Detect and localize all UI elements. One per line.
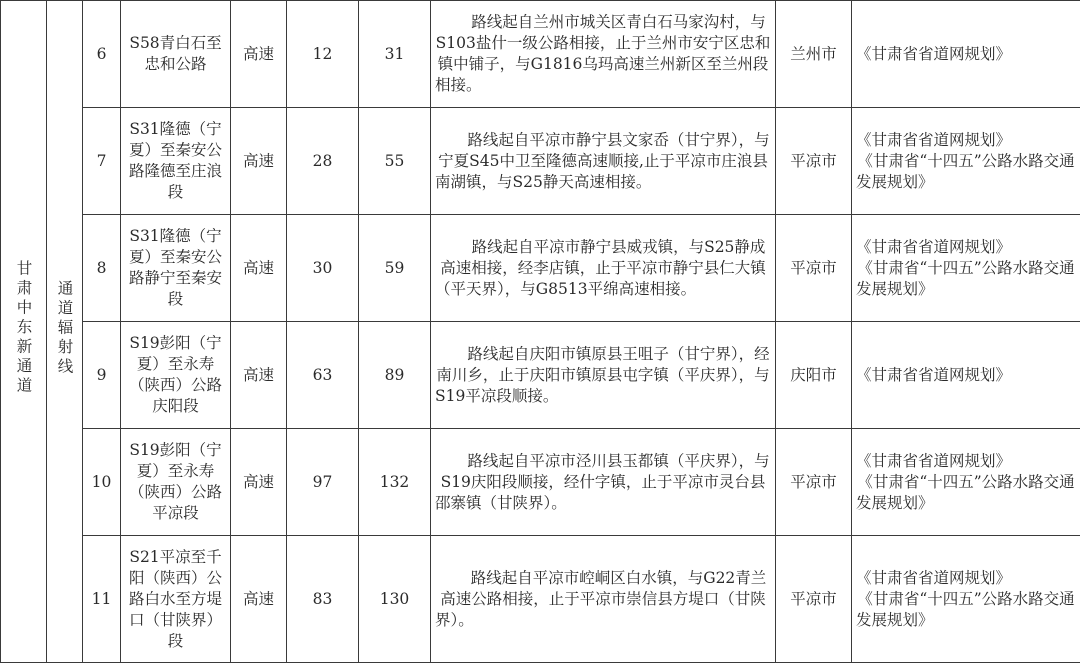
city: 平凉市 <box>776 429 852 536</box>
route-description: 路线起自平凉市静宁县文家岙（甘宁界），与宁夏S45中卫至隆德高速顺接,止于平凉市庄浪县南湖镇，与S25静天高速相接。 <box>431 108 776 215</box>
table-row <box>1 429 1080 536</box>
table-row <box>1 536 1080 663</box>
value-2: 55 <box>359 108 431 215</box>
route-description: 路线起自兰州市城关区青白石马家沟村，与S103盐什一级公路相接，止于兰州市安宁区忠和镇中铺子，与G1816乌玛高速兰州新区至兰州段相接。 <box>431 1 776 108</box>
subgroup-label: 通道辐射线 <box>55 279 74 378</box>
road-grade: 高速 <box>231 108 287 215</box>
row-number: 7 <box>83 108 121 215</box>
road-name: S21平凉至千阳（陕西）公路白水至方堤口（甘陕界）段 <box>121 536 231 663</box>
planning-basis: 《甘肃省省道网规划》 《甘肃省“十四五”公路水路交通发展规划》 <box>852 429 1080 536</box>
value-1: 83 <box>287 536 359 663</box>
group-cell <box>1 1 47 663</box>
value-2: 132 <box>359 429 431 536</box>
table-row <box>1 108 1080 215</box>
table-row <box>1 215 1080 322</box>
planning-basis: 《甘肃省省道网规划》 《甘肃省“十四五”公路水路交通发展规划》 <box>852 215 1080 322</box>
row-number: 10 <box>83 429 121 536</box>
road-name: S19彭阳（宁夏）至永寿（陕西）公路平凉段 <box>121 429 231 536</box>
road-grade: 高速 <box>231 215 287 322</box>
road-name: S19彭阳（宁夏）至永寿（陕西）公路庆阳段 <box>121 322 231 429</box>
road-name: S31隆德（宁夏）至秦安公路隆德至庄浪段 <box>121 108 231 215</box>
road-grade: 高速 <box>231 536 287 663</box>
city: 庆阳市 <box>776 322 852 429</box>
city: 兰州市 <box>776 1 852 108</box>
planning-basis: 《甘肃省省道网规划》 《甘肃省“十四五”公路水路交通发展规划》 <box>852 536 1080 663</box>
row-number: 11 <box>83 536 121 663</box>
route-description: 路线起自平凉市泾川县玉都镇（平庆界），与S19庆阳段顺接，经什字镇，止于平凉市灵台县邵寨镇（甘陕界）。 <box>431 429 776 536</box>
value-1: 63 <box>287 322 359 429</box>
city: 平凉市 <box>776 215 852 322</box>
road-grade: 高速 <box>231 1 287 108</box>
row-number: 8 <box>83 215 121 322</box>
value-1: 12 <box>287 1 359 108</box>
route-description: 路线起自庆阳市镇原县王咀子（甘宁界），经南川乡，止于庆阳市镇原县屯字镇（平庆界），与S19平凉段顺接。 <box>431 322 776 429</box>
route-description: 路线起自平凉市静宁县威戎镇，与S25静成高速相接，经李店镇，止于平凉市静宁县仁大镇（平天界），与G8513平绵高速相接。 <box>431 215 776 322</box>
road-grade: 高速 <box>231 322 287 429</box>
road-grade: 高速 <box>231 429 287 536</box>
table-row <box>1 1 1080 108</box>
value-2: 59 <box>359 215 431 322</box>
city: 平凉市 <box>776 536 852 663</box>
value-2: 31 <box>359 1 431 108</box>
group-label: 甘肃中东新通道 <box>14 260 33 397</box>
value-1: 97 <box>287 429 359 536</box>
subgroup-cell <box>47 1 83 663</box>
road-name: S31隆德（宁夏）至秦安公路静宁至秦安段 <box>121 215 231 322</box>
planning-basis: 《甘肃省省道网规划》 《甘肃省“十四五”公路水路交通发展规划》 <box>852 108 1080 215</box>
row-number: 9 <box>83 322 121 429</box>
route-description: 路线起自平凉市崆峒区白水镇，与G22青兰高速公路相接，止于平凉市崇信县方堤口（甘陕界）。 <box>431 536 776 663</box>
row-number: 6 <box>83 1 121 108</box>
road-name: S58青白石至忠和公路 <box>121 1 231 108</box>
value-2: 130 <box>359 536 431 663</box>
city: 平凉市 <box>776 108 852 215</box>
table-row <box>1 322 1080 429</box>
value-2: 89 <box>359 322 431 429</box>
value-1: 28 <box>287 108 359 215</box>
planning-basis: 《甘肃省省道网规划》 <box>852 322 1080 429</box>
value-1: 30 <box>287 215 359 322</box>
planning-basis: 《甘肃省省道网规划》 <box>852 1 1080 108</box>
